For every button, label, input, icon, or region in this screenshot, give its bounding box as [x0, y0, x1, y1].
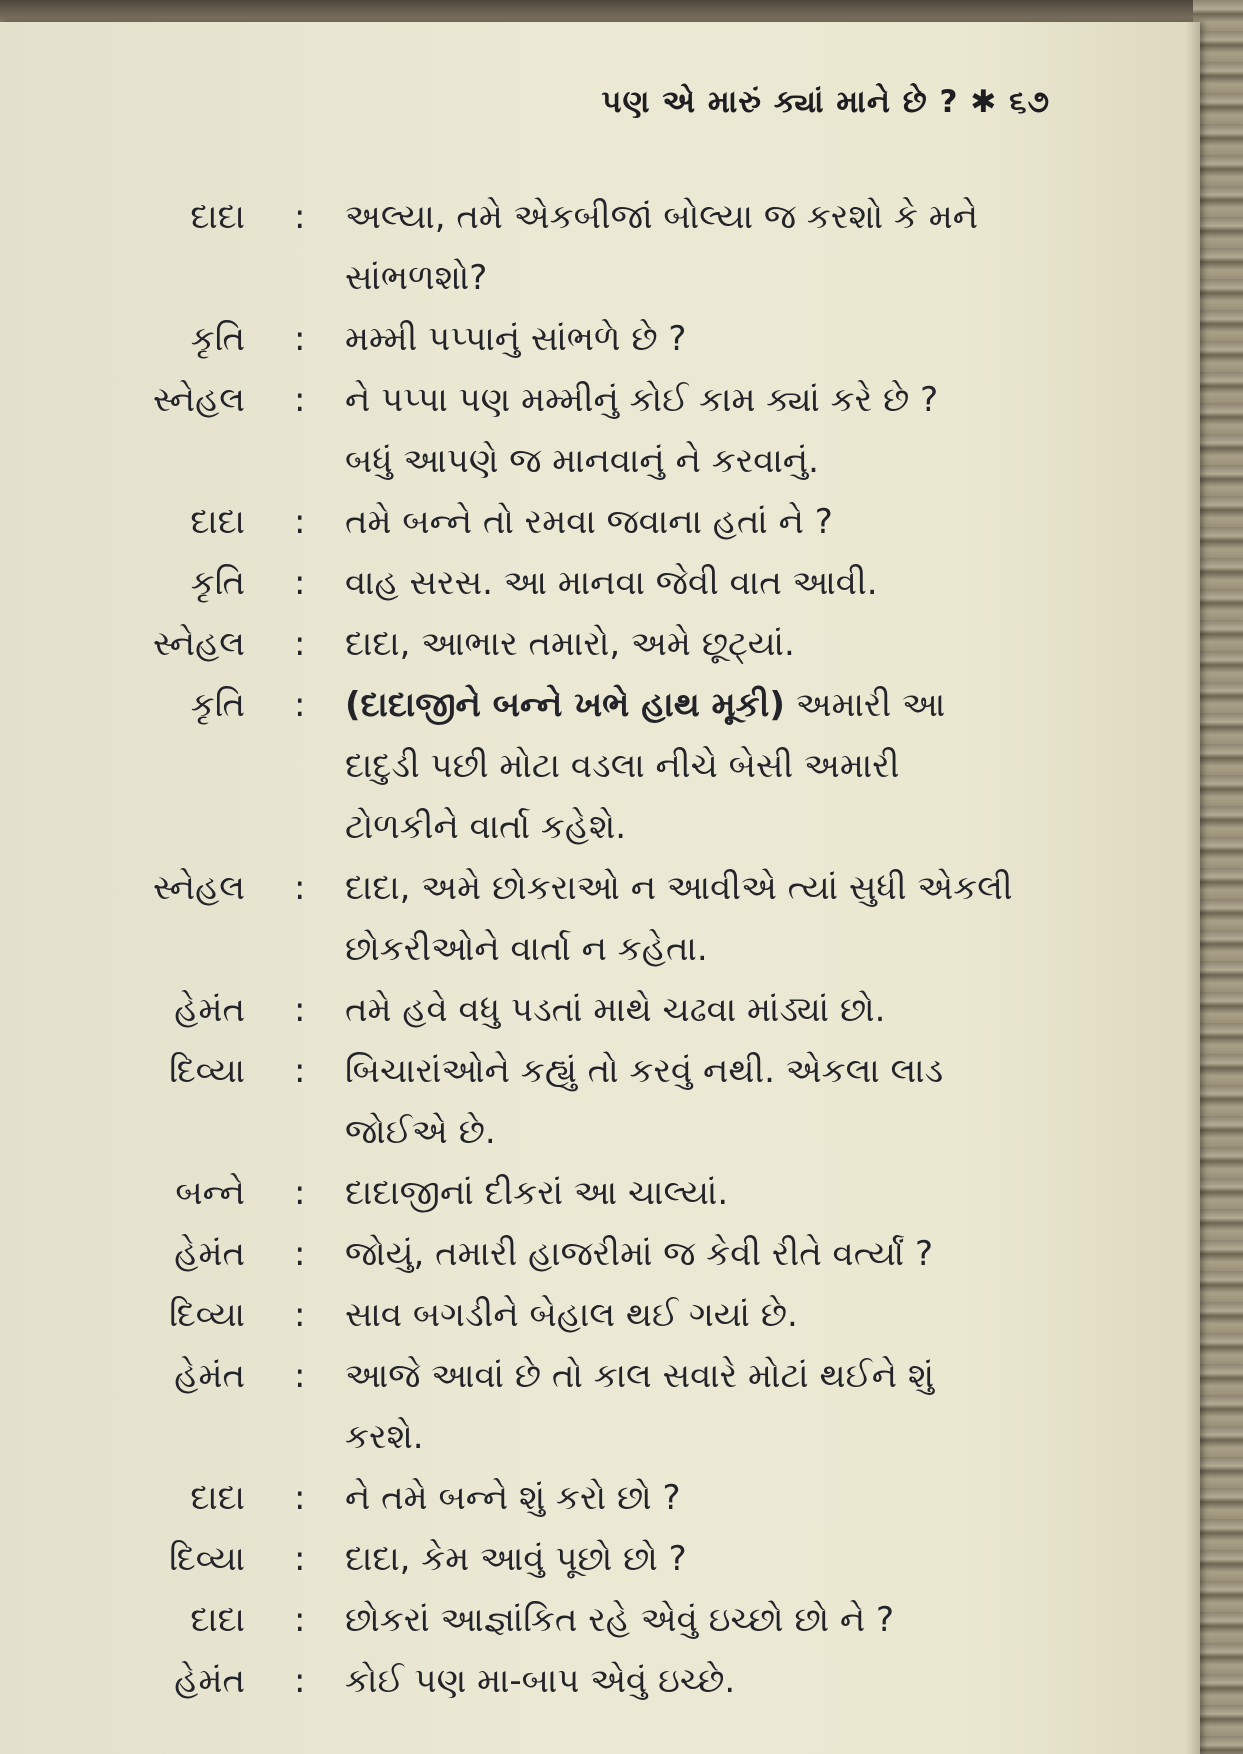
dialogue-entry	[0, 370, 1200, 492]
book-page	[0, 22, 1200, 1754]
speaker-separator: :	[294, 502, 306, 542]
speech-line: સાંભળશો?	[345, 258, 488, 298]
speech-line: ને તમે બન્ને શું કરો છો ?	[345, 1478, 681, 1518]
speaker-name: હેમંત	[174, 1234, 245, 1274]
speaker-separator: :	[294, 1478, 306, 1518]
speaker-name: કૃતિ	[190, 319, 245, 359]
speech-line: દાદા, કેમ આવું પૂછો છો ?	[345, 1539, 687, 1579]
speech-line: ને પપ્પા પણ મમ્મીનું કોઈ કામ ક્યાં કરે છે ?	[345, 380, 939, 420]
dialogue-entry	[0, 1224, 1200, 1285]
speech-line: કોઈ પણ મા-બાપ એવું ઇચ્છે.	[345, 1661, 736, 1701]
speech-line: છોકરાં આજ્ઞાંકિત રહે એવું ઇચ્છો છો ને ?	[345, 1600, 895, 1640]
speaker-name: દાદા	[190, 1600, 245, 1640]
speaker-name: સ્નેહલ	[152, 868, 245, 908]
speech-line: દાદુડી પછી મોટા વડલા નીચે બેસી અમારી	[345, 746, 900, 786]
speaker-name: સ્નેહલ	[152, 624, 245, 664]
speech-line: દાદા, અમે છોકરાઓ ન આવીએ ત્યાં સુધી એકલી	[345, 868, 1013, 908]
speaker-separator: :	[294, 319, 306, 359]
speaker-name: સ્નેહલ	[152, 380, 245, 420]
speech-line: ટોળકીને વાર્તા કહેશે.	[345, 807, 627, 847]
speaker-separator: :	[294, 1539, 306, 1579]
book-page-edges	[1193, 0, 1243, 1754]
speech-line: બધું આપણે જ માનવાનું ને કરવાનું.	[345, 441, 819, 481]
dialogue-entry	[0, 1468, 1200, 1529]
dialogue-entry	[0, 675, 1200, 858]
dialogue-entry	[0, 1651, 1200, 1712]
speech-line	[345, 675, 1065, 736]
speech-line: આજે આવાં છે તો કાલ સવારે મોટાં થઈને શું	[345, 1356, 935, 1396]
speaker-separator: :	[294, 685, 306, 725]
dialogue-entry	[0, 1590, 1200, 1651]
dialogue-entry	[0, 980, 1200, 1041]
speech-line: દાદા, આભાર તમારો, અમે છૂટ્યાં.	[345, 624, 795, 664]
speech-line: સાવ બગડીને બેહાલ થઈ ગયાં છે.	[345, 1295, 798, 1335]
dialogue-entry	[0, 309, 1200, 370]
speech-line: વાહ સરસ. આ માનવા જેવી વાત આવી.	[345, 563, 878, 603]
speech-text	[345, 1529, 1065, 1590]
speaker-separator: :	[294, 868, 306, 908]
speaker-name: કૃતિ	[190, 685, 245, 725]
speech-text	[345, 858, 1065, 980]
speaker-name: દિવ્યા	[169, 1051, 245, 1091]
speech-text	[345, 187, 1065, 309]
speech-text	[345, 980, 1065, 1041]
speaker-name: હેમંત	[174, 1661, 245, 1701]
speech-line-text: અમારી આ	[784, 685, 946, 725]
dialogue-entry	[0, 1285, 1200, 1346]
speaker-name: હેમંત	[174, 1356, 245, 1396]
speaker-separator: :	[294, 624, 306, 664]
speaker-separator: :	[294, 1661, 306, 1701]
running-header: પણ એ મારું ક્યાં માને છે ? ✱ ૬૭	[601, 84, 1050, 120]
speaker-name: હેમંત	[174, 990, 245, 1030]
speech-text	[345, 1651, 1065, 1712]
speech-line: તમે હવે વધુ પડતાં માથે ચઢવા માંડ્યાં છો.	[345, 990, 886, 1030]
speech-line: કરશે.	[345, 1417, 424, 1457]
speaker-name: બન્ને	[175, 1173, 245, 1213]
speaker-name: દાદા	[190, 1478, 245, 1518]
speech-text	[345, 614, 1065, 675]
speaker-separator: :	[294, 990, 306, 1030]
dialogue-entry	[0, 614, 1200, 675]
dialogue-entry	[0, 1041, 1200, 1163]
speech-text	[345, 1468, 1065, 1529]
speech-line: અલ્યા, તમે એકબીજાં બોલ્યા જ કરશો કે મને	[345, 197, 979, 237]
speaker-name: દાદા	[190, 502, 245, 542]
speaker-separator: :	[294, 380, 306, 420]
speaker-name: દિવ્યા	[169, 1295, 245, 1335]
speech-text	[345, 553, 1065, 614]
speech-text	[345, 370, 1065, 492]
speech-line: તમે બન્ને તો રમવા જવાના હતાં ને ?	[345, 502, 833, 542]
speaker-separator: :	[294, 1173, 306, 1213]
stage-direction: (દાદાજીને બન્ને ખભે હાથ મૂકી)	[345, 685, 785, 725]
speaker-name: દિવ્યા	[169, 1539, 245, 1579]
speech-line: બિચારાંઓને કહ્યું તો કરવું નથી. એકલા લાડ	[345, 1051, 944, 1091]
speech-text	[345, 492, 1065, 553]
speech-text	[345, 1041, 1065, 1163]
speech-line: મમ્મી પપ્પાનું સાંભળે છે ?	[345, 319, 687, 359]
dialogue-list	[0, 187, 1200, 1712]
dialogue-entry	[0, 1163, 1200, 1224]
speech-text	[345, 675, 1065, 858]
speech-text	[345, 1590, 1065, 1651]
dialogue-entry	[0, 187, 1200, 309]
dialogue-entry	[0, 858, 1200, 980]
speech-line: દાદાજીનાં દીકરાં આ ચાલ્યાં.	[345, 1173, 729, 1213]
speaker-separator: :	[294, 563, 306, 603]
dialogue-entry	[0, 1346, 1200, 1468]
speaker-name: કૃતિ	[190, 563, 245, 603]
speaker-separator: :	[294, 1356, 306, 1396]
speech-text	[345, 1346, 1065, 1468]
speaker-separator: :	[294, 1234, 306, 1274]
dialogue-entry	[0, 553, 1200, 614]
speaker-separator: :	[294, 1051, 306, 1091]
dialogue-entry	[0, 1529, 1200, 1590]
speech-text	[345, 1224, 1065, 1285]
speaker-separator: :	[294, 1295, 306, 1335]
speech-text	[345, 309, 1065, 370]
dialogue-entry	[0, 492, 1200, 553]
speaker-name: દાદા	[190, 197, 245, 237]
speaker-separator: :	[294, 1600, 306, 1640]
speech-text	[345, 1163, 1065, 1224]
speech-line: જોઈએ છે.	[345, 1112, 496, 1152]
speech-line: જોયું, તમારી હાજરીમાં જ કેવી રીતે વર્ત્યાં ?	[345, 1234, 933, 1274]
speech-text	[345, 1285, 1065, 1346]
speaker-separator: :	[294, 197, 306, 237]
speech-line: છોકરીઓને વાર્તા ન કહેતા.	[345, 929, 708, 969]
